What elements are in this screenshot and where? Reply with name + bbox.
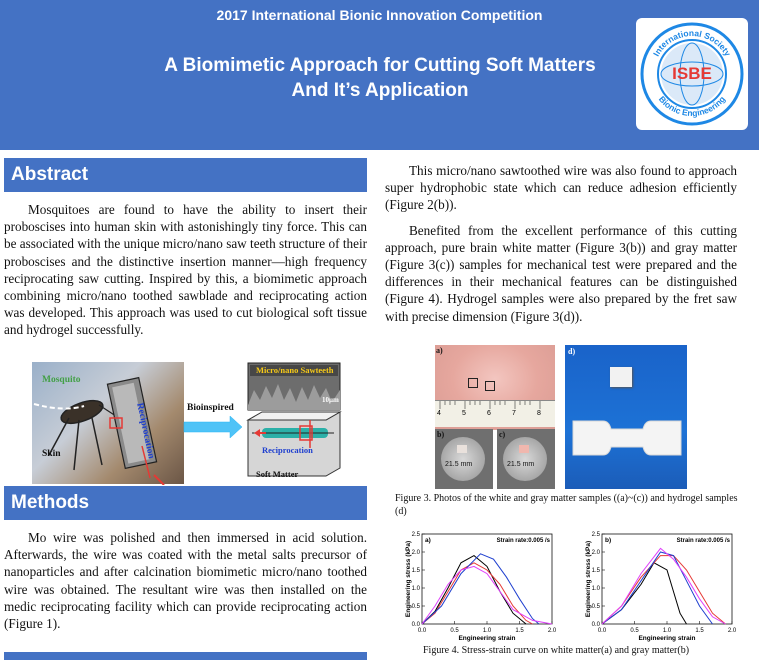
mosquito-label: Mosquito [42, 375, 81, 385]
ruler-7: 7 [512, 410, 516, 417]
abstract-heading: Abstract [4, 158, 367, 192]
fig3-label-c: c) [499, 430, 506, 439]
y-tick-label: 1.5 [411, 568, 420, 574]
isbe-logo [636, 18, 748, 130]
x-axis-label: Engineering strain [458, 635, 516, 642]
methods-section [4, 486, 367, 632]
x-tick-label: 0.5 [630, 628, 639, 634]
sample-box-2 [485, 381, 495, 391]
y-axis-label: Engineering stress (kPa) [405, 540, 412, 618]
ruler [435, 400, 555, 427]
x-tick-label: 0.5 [450, 628, 459, 634]
sample-b-photo [435, 429, 493, 489]
plot-frame [422, 534, 552, 624]
sawteeth-label: Micro/nano Sawteeth [256, 365, 334, 375]
fig3-label-b: b) [437, 430, 445, 439]
x-tick-label: 0.0 [417, 628, 427, 634]
hydrogel-photo [565, 345, 687, 489]
right-paragraph-1: This micro/nano sawtoothed wire was also found to approach super hydrophobic state which can reduce adhesion efficiently (Figure 2(b)). [385, 163, 737, 213]
soft-matter-label: Soft Matter [256, 469, 299, 479]
hydrogel-dogbone [565, 345, 687, 489]
scale-bar-label: 10μm [322, 396, 339, 404]
plot-frame [602, 534, 732, 624]
figure-4-charts [402, 526, 754, 642]
y-tick-label: 1.0 [411, 586, 420, 592]
title-line-2: And It’s Application [291, 80, 469, 101]
y-tick-label: 1.0 [591, 586, 600, 592]
dim-c: 21.5 mm [507, 461, 535, 468]
left-column [4, 158, 367, 339]
right-column [385, 162, 737, 325]
y-tick-label: 0.5 [411, 604, 420, 610]
strain-rate-annotation: Strain rate:0.005 /s [676, 538, 730, 544]
sample-box-1 [468, 378, 478, 388]
series-line [422, 556, 526, 624]
methods-text: Mo wire was polished and then immersed in acid solution. Afterwards, the wire was coated with the metal salts precursor of nanoparticles and after calcination biomimetic micro/nano toothed wire was obtained. The resultant wire was then installed on the medic reciprocating facility which can provide reciprocating action (Figure 1). [4, 530, 367, 632]
ruler-5: 5 [462, 410, 466, 417]
sample-c-photo [497, 429, 555, 489]
y-axis-label: Engineering stress (kPa) [585, 540, 592, 618]
series-line [422, 554, 539, 624]
logo-ring-top: International Society [650, 27, 733, 58]
x-axis-label: Engineering strain [638, 635, 696, 642]
x-tick-label: 1.0 [482, 628, 492, 634]
panel-label: a) [425, 537, 431, 544]
x-tick-label: 1.5 [515, 628, 524, 634]
next-section-bar [4, 652, 367, 660]
ruler-6: 6 [487, 410, 491, 417]
series-line [602, 548, 726, 624]
y-tick-label: 1.5 [591, 568, 600, 574]
poster-header [0, 0, 759, 150]
x-tick-label: 0.0 [597, 628, 607, 634]
x-tick-label: 1.0 [662, 628, 672, 634]
dim-b: 21.5 mm [445, 461, 473, 468]
reciprocation-label-right: Reciprocation [262, 445, 313, 455]
bioinspired-label: Bioinspired [187, 403, 234, 413]
y-tick-label: 2.5 [591, 532, 600, 538]
figure-4-caption: Figure 4. Stress-strain curve on white matter(a) and gray matter(b) [423, 645, 690, 656]
panel-label: b) [605, 537, 612, 544]
y-tick-label: 2.0 [591, 550, 600, 556]
series-line [422, 566, 552, 624]
poster-title [110, 53, 650, 103]
series-line [602, 556, 726, 624]
figure-3-caption: Figure 3. Photos of the white and gray matter samples ((a)~(c)) and hydrogel samples (d) [395, 493, 738, 517]
x-tick-label: 1.5 [695, 628, 704, 634]
logo-ring-bottom: Bionic Engineering [656, 94, 728, 119]
right-paragraph-2: Benefited from the excellent performance of this cutting approach, pure brain white matter (Figure 3(b)) and gray matter (Figure 3(c)) samples for mechanical test were prepared and the differences in their mechanical features can be distinguished (Figure 4). Hydrogel samples were also prepared by the fret saw with precise dimension (Figure 3(d)). [385, 222, 737, 324]
title-line-1: A Biomimetic Approach for Cutting Soft Matters [164, 55, 596, 76]
y-tick-label: 0.0 [411, 622, 420, 628]
logo-acronym: ISBE [672, 64, 712, 83]
fig3-label-d: d) [568, 347, 576, 356]
methods-heading: Methods [4, 486, 367, 520]
y-tick-label: 0.0 [591, 622, 600, 628]
skin-label: Skin [42, 449, 61, 459]
abstract-text: Mosquitoes are found to have the ability to insert their proboscises into human skin with astonishingly tiny force. This can be associated with the unique micro/nano saw teeth structure of their proboscises and the distinctive insertion manner—high frequency reciprocating saw cutting. Inspired by this, a biomimetic approach combining micro/nano toothed sawblade and reciprocating action was developed. This approach was used to cut biological soft tissue and hydrogel successfully. [4, 202, 367, 338]
strain-rate-annotation: Strain rate:0.005 /s [496, 538, 550, 544]
ruler-4: 4 [437, 410, 441, 417]
figure-1 [4, 360, 367, 485]
y-tick-label: 2.5 [411, 532, 420, 538]
y-tick-label: 0.5 [591, 604, 600, 610]
figure-3 [435, 345, 687, 491]
ruler-8: 8 [537, 410, 541, 417]
fig3-label-a: a) [436, 346, 443, 355]
competition-name: 2017 International Bionic Innovation Competition [216, 7, 543, 23]
series-line [602, 552, 713, 624]
y-tick-label: 2.0 [411, 550, 420, 556]
x-tick-label: 2.0 [547, 628, 557, 634]
reciprocation-label-left: Reciprocation [134, 402, 156, 460]
x-tick-label: 2.0 [727, 628, 737, 634]
